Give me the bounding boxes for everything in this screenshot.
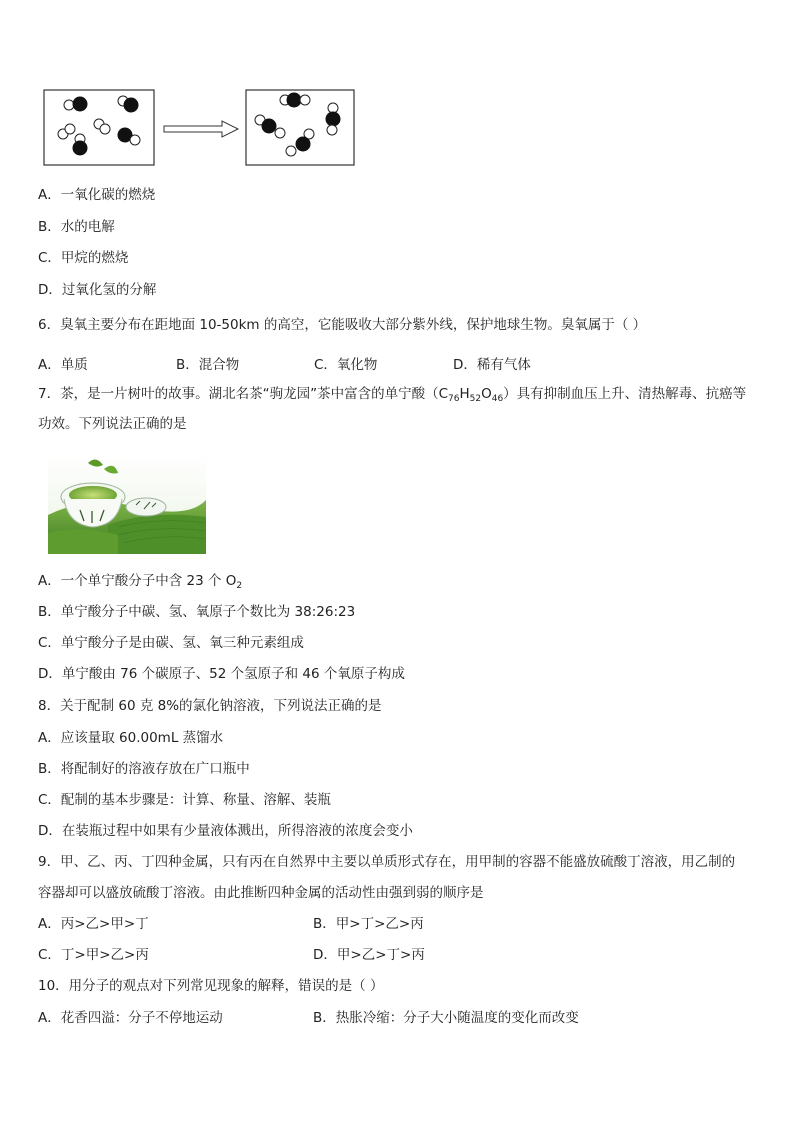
atom-black bbox=[262, 119, 277, 134]
q8-option-b: B．将配制好的溶液存放在广口瓶中 bbox=[38, 761, 250, 777]
atom-black bbox=[326, 112, 341, 127]
tea-photo bbox=[48, 455, 206, 554]
atom-white bbox=[286, 146, 296, 156]
atom-white bbox=[300, 95, 310, 105]
atom-white bbox=[64, 100, 74, 110]
atom-black bbox=[73, 97, 88, 112]
q7-option-c: C．单宁酸分子是由碳、氢、氧三种元素组成 bbox=[38, 635, 304, 651]
q10-stem: 10．用分子的观点对下列常见现象的解释，错误的是（ ） bbox=[38, 978, 384, 994]
arrow-icon bbox=[164, 121, 238, 137]
atom-white bbox=[65, 124, 75, 134]
q10-option-a: A．花香四溢：分子不停地运动 bbox=[38, 1010, 223, 1026]
q8-option-a: A．应该量取 60.00mL 蒸馏水 bbox=[38, 730, 224, 746]
q8-option-c: C．配制的基本步骤是：计算、称量、溶解、装瓶 bbox=[38, 792, 331, 808]
q5-option-d: D．过氧化氢的分解 bbox=[38, 282, 157, 298]
atom-white bbox=[327, 125, 337, 135]
q7-stem-line1: 7．茶，是一片树叶的故事。湖北名茶“驹龙园”茶中富含的单宁酸$(C_{76}H_{52}O_{46})$具有抑制血压上升、清热解毒、抗癌等 bbox=[38, 386, 747, 404]
atom-white bbox=[100, 124, 110, 134]
q7-stem-line2: 功效。下列说法正确的是 bbox=[38, 416, 187, 432]
reaction-figure bbox=[42, 88, 362, 170]
atom-white bbox=[130, 135, 140, 145]
q8-stem: 8．关于配制 60 克 8%的氯化钠溶液，下列说法正确的是 bbox=[38, 698, 382, 714]
q5-option-b: B．水的电解 bbox=[38, 219, 115, 235]
q9-option-b: B．甲>丁>乙>丙 bbox=[313, 916, 424, 932]
q9-option-d: D．甲>乙>丁>丙 bbox=[313, 947, 425, 963]
q6-option-a: A．单质 bbox=[38, 357, 88, 373]
q7-option-d: D．单宁酸由 76 个碳原子、52 个氢原子和 46 个氧原子构成 bbox=[38, 666, 405, 682]
q7-option-a: A．一个单宁酸分子中含 23 个 $O_2$ bbox=[38, 573, 243, 591]
atom-black bbox=[124, 98, 139, 113]
q9-stem-line1: 9．甲、乙、丙、丁四种金属，只有丙在自然界中主要以单质形式存在，用甲制的容器不能盛放硫酸丁溶液，用乙制的 bbox=[38, 854, 736, 870]
atom-white bbox=[275, 128, 285, 138]
q9-option-c: C．丁>甲>乙>丙 bbox=[38, 947, 149, 963]
q7-option-b: B．单宁酸分子中碳、氢、氧原子个数比为 38:26:23 bbox=[38, 604, 356, 620]
q8-option-d: D．在装瓶过程中如果有少量液体溅出，所得溶液的浓度会变小 bbox=[38, 823, 413, 839]
q5-option-a: A．一氧化碳的燃烧 bbox=[38, 187, 156, 203]
atom-black bbox=[287, 93, 302, 108]
q10-option-b: B．热胀冷缩：分子大小随温度的变化而改变 bbox=[313, 1010, 579, 1026]
q6-option-d: D．稀有气体 bbox=[453, 357, 531, 373]
q6-option-c: C．氧化物 bbox=[314, 357, 378, 373]
q9-stem-line2: 容器却可以盛放硫酸丁溶液。由此推断四种金属的活动性由强到弱的顺序是 bbox=[38, 885, 484, 901]
atom-black bbox=[296, 137, 311, 152]
atom-black bbox=[73, 141, 88, 156]
q6-stem: 6．臭氧主要分布在距地面 10-50km 的高空，它能吸收大部分紫外线，保护地球生物。臭氧属于（ ） bbox=[38, 317, 647, 333]
q9-option-a: A．丙>乙>甲>丁 bbox=[38, 916, 149, 932]
q5-option-c: C．甲烷的燃烧 bbox=[38, 250, 129, 266]
q6-option-b: B．混合物 bbox=[176, 357, 240, 373]
